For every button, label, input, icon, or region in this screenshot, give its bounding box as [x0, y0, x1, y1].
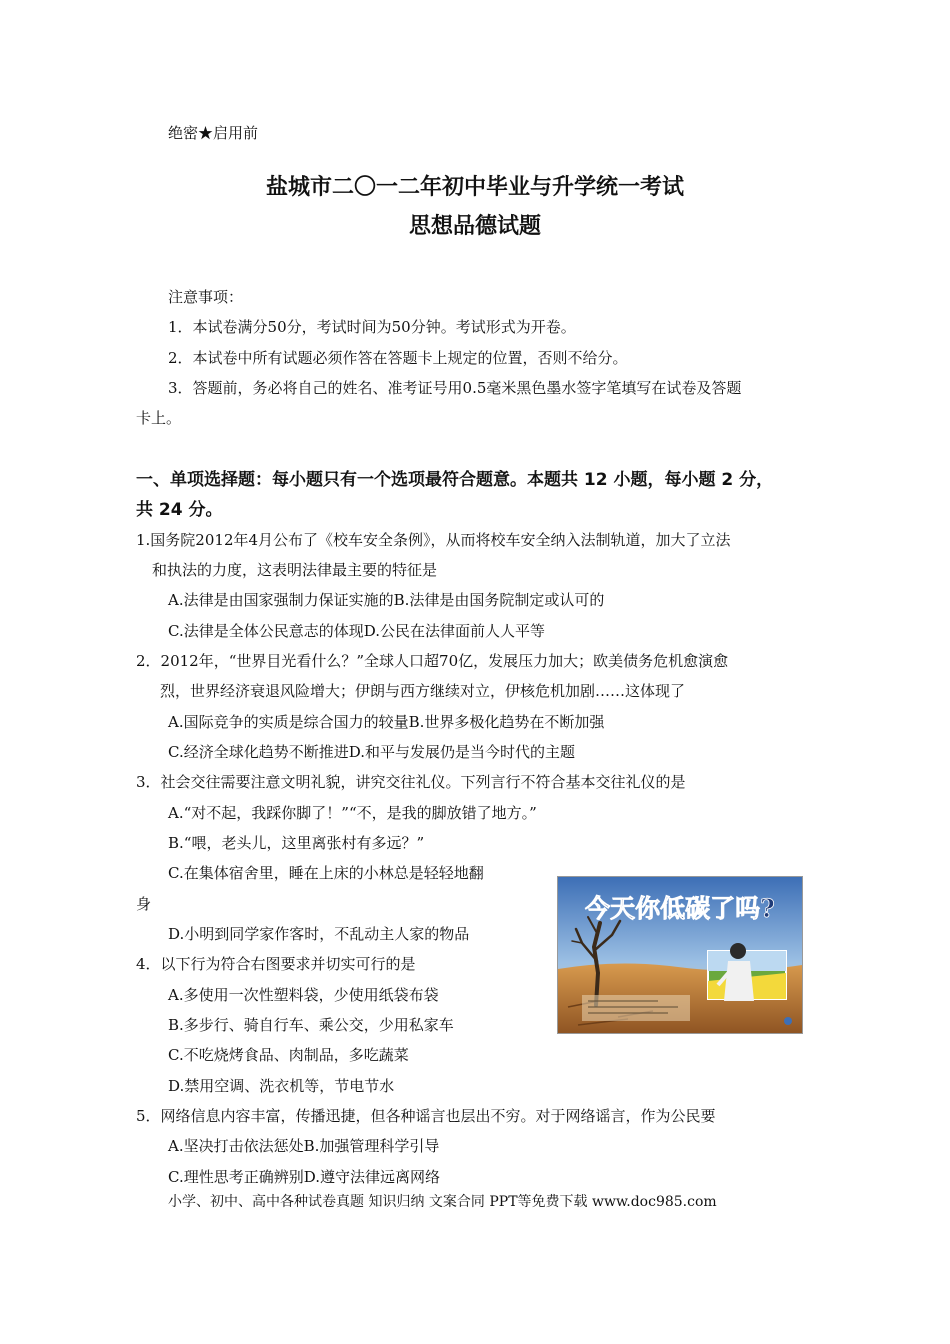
question-4-option: B.多步行、骑自行车、乘公交，少用私家车 [168, 1016, 454, 1034]
exam-subtitle: 思想品德试题 [408, 214, 541, 239]
question-5-option: A.坚决打击依法惩处B.加强管理科学引导 [168, 1137, 440, 1155]
question-3-option: D.小明到同学家作客时，不乱动主人家的物品 [168, 925, 470, 943]
question-4-option: D.禁用空调、洗衣机等，节电节水 [168, 1077, 395, 1095]
question-3-option: B.“喂，老头儿，这里离张村有多远？” [168, 834, 425, 852]
question-4-stem: 4．以下行为符合右图要求并切实可行的是 [136, 955, 416, 973]
note-item: 1．本试卷满分50分，考试时间为50分钟。考试形式为开卷。 [168, 318, 576, 336]
poster-headline: 今天你低碳了吗? [585, 894, 775, 923]
exam-title: 盐城市二〇一二年初中毕业与升学统一考试 [265, 175, 684, 200]
question-5-option: C.理性思考正确辨别D.遵守法律远离网络 [168, 1168, 440, 1186]
question-1-option: A.法律是由国家强制力保证实施的B.法律是由国务院制定或认可的 [168, 591, 605, 609]
headline-graphic [585, 894, 775, 923]
question-4-option: A.多使用一次性塑料袋，少使用纸袋布袋 [168, 986, 439, 1004]
notes-heading: 注意事项： [168, 288, 244, 306]
question-2-stem: 2．2012年，“世界目光看什么？”全球人口超70亿，发展压力加大；欧美债务危机愈演愈 [136, 652, 729, 670]
section-heading: 一、单项选择题：每小题只有一个选项最符合题意。本题共 12 小题，每小题 2 分， [136, 470, 774, 490]
low-carbon-poster-image [557, 876, 803, 1034]
question-2-stem-cont: 烈，世界经济衰退风险增大；伊朗与西方继续对立，伊核危机加剧……这体现了 [160, 682, 686, 700]
footer-text: 小学、初中、高中各种试卷真题 知识归纳 文案合同 PPT等免费下载 www.doc985.com [168, 1194, 717, 1210]
question-3-stem: 3．社会交往需要注意文明礼貌，讲究交往礼仪。下列言行不符合基本交往礼仪的是 [136, 773, 686, 791]
question-3-option-cont: 身 [136, 895, 152, 913]
section-heading-cont: 共 24 分。 [136, 500, 223, 520]
question-2-option: A.国际竞争的实质是综合国力的较量B.世界多极化趋势在不断加强 [168, 713, 605, 731]
question-2-option: C.经济全球化趋势不断推进D.和平与发展仍是当今时代的主题 [168, 743, 575, 761]
note-item: 2．本试卷中所有试题必须作答在答题卡上规定的位置，否则不给分。 [168, 349, 628, 367]
question-3-option: C.在集体宿舍里，睡在上床的小林总是轻轻地翻 [168, 864, 484, 882]
question-1-option: C.法律是全体公民意志的体现D.公民在法律面前人人平等 [168, 622, 545, 640]
note-item: 3．答题前，务必将自己的姓名、准考证号用0.5毫米黑色墨水签字笔填写在试卷及答题 [168, 379, 742, 397]
secret-mark: 绝密★启用前 [168, 124, 259, 142]
note-item: 卡上。 [136, 409, 182, 427]
question-3-option: A.“对不起，我踩你脚了！”“不，是我的脚放错了地方。” [168, 804, 537, 822]
question-1-stem-cont: 和执法的力度，这表明法律最主要的特征是 [152, 561, 438, 579]
question-4-option: C.不吃烧烤食品、肉制品，多吃蔬菜 [168, 1046, 409, 1064]
question-1-stem: 1.国务院2012年4月公布了《校车安全条例》，从而将校车安全纳入法制轨道，加大了立法 [136, 531, 731, 549]
question-5-stem: 5．网络信息内容丰富，传播迅捷，但各种谣言也层出不穷。对于网络谣言，作为公民要 [136, 1107, 716, 1125]
